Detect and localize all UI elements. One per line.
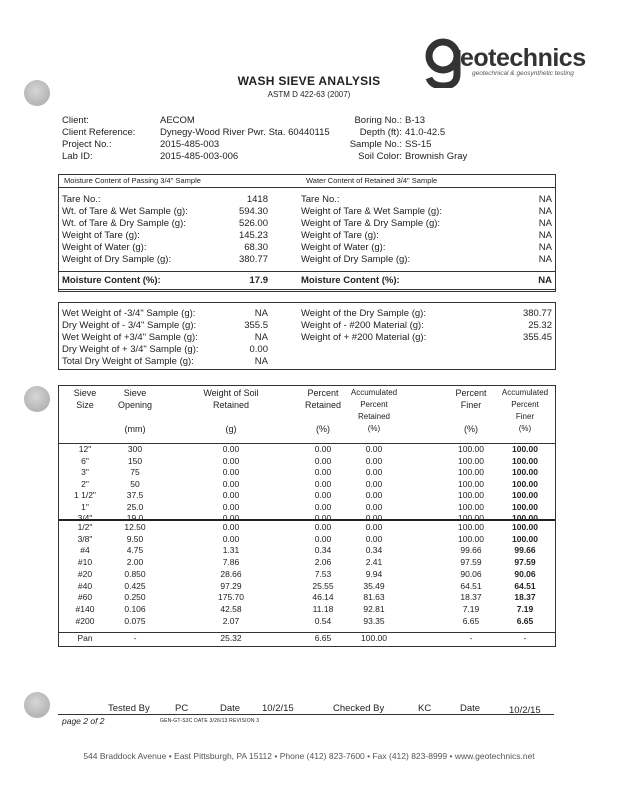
boring-value: B-13	[405, 115, 426, 126]
moisture-left-label: Wt. of Tare & Dry Sample (g):	[62, 218, 186, 229]
sieve-cell: 0.00	[314, 467, 332, 477]
sieve-cell: 100.00	[512, 455, 538, 466]
sieve-cell: 0.54	[314, 615, 332, 626]
sieve-cell: 6.65	[462, 615, 480, 626]
date-2-value: 10/2/15	[509, 705, 541, 716]
sieve-cell: 0.00	[222, 522, 240, 532]
sieve-cell: 100.00	[512, 533, 538, 544]
footer-address: 544 Braddock Avenue • East Pittsburgh, PA 15112 • Phone (412) 823-7600 • Fax (412) 823-8999 • www.geotechnics.net	[83, 751, 535, 761]
moisture-left-label: Wt. of Tare & Wet Sample (g):	[62, 206, 188, 217]
sieve-cell: 100.00	[458, 444, 484, 454]
header-acc-ret: (%)	[367, 424, 381, 433]
pan-cell: 100.00	[361, 633, 387, 643]
moisture-left-label: Weight of Dry Sample (g):	[62, 254, 172, 265]
sieve-cell: 0.00	[314, 522, 332, 532]
weight-left-label: Wet Weight of +3/4" Sample (g):	[62, 332, 198, 343]
sieve-cell: 100.00	[458, 467, 484, 477]
client-reference-label: Client Reference:	[62, 127, 136, 138]
sieve-cell: 0.850	[124, 568, 146, 579]
sieve-cell: 0.250	[124, 592, 146, 603]
sieve-cell: 9.50	[126, 533, 144, 544]
moisture-right-value: NA	[538, 242, 552, 253]
weight-right-value: 25.32	[528, 320, 552, 331]
sieve-cell: 0.00	[222, 444, 240, 454]
header-acc-finer: Finer	[515, 412, 535, 421]
sieve-cell: 7.19	[462, 603, 480, 614]
depth-label: Depth (ft):	[359, 127, 402, 138]
revision-note: GEN-GT-S3C DATE 3/26/13 REVISION 3	[160, 718, 260, 724]
sieve-cell: #60	[77, 592, 93, 603]
header-acc-ret: Percent	[360, 400, 388, 409]
header-retained: (g)	[225, 424, 237, 434]
sieve-cell: 25.55	[312, 580, 334, 591]
moisture-right-label: Weight of Water (g):	[301, 242, 386, 253]
sieve-cell: 92.81	[363, 603, 385, 614]
sieve-cell: 100.00	[458, 478, 484, 489]
sieve-cell: 0.075	[124, 615, 146, 626]
sieve-cell: 0.00	[222, 513, 240, 523]
sieve-cell: 97.59	[514, 557, 536, 568]
sieve-cell: 0.00	[222, 490, 240, 500]
sieve-cell: 25.0	[126, 501, 144, 512]
header-acc-finer: Accumulated	[501, 388, 549, 397]
date-2-label: Date	[460, 703, 481, 714]
sieve-cell: 100.00	[512, 478, 538, 489]
sieve-cell: #20	[77, 568, 93, 579]
sieve-cell: 100.00	[512, 444, 538, 454]
sieve-cell: 0.00	[314, 478, 332, 489]
header-acc-finer: (%)	[518, 424, 532, 433]
pan-cell: 6.65	[314, 633, 332, 643]
sieve-cell: #200	[75, 615, 95, 626]
sieve-cell: 3/8"	[77, 533, 93, 544]
header-retained: Retained	[212, 400, 250, 410]
moisture-left-value: 594.30	[238, 206, 268, 217]
header-acc-finer: Percent	[511, 400, 539, 409]
moisture-left-value: 145.23	[238, 230, 268, 241]
moisture-left-label: Weight of Tare (g):	[62, 230, 140, 241]
moisture-left-value: 1418	[246, 194, 268, 205]
pan-cell: Pan	[77, 633, 93, 643]
sieve-cell: 0.00	[365, 478, 383, 489]
moisture-right-value: NA	[538, 218, 552, 229]
sieve-cell: 0.106	[124, 603, 146, 614]
sieve-cell: 37.5	[126, 490, 144, 500]
moisture-right-label: Weight of Dry Sample (g):	[301, 254, 411, 265]
sieve-cell: 0.00	[365, 467, 383, 477]
sieve-cell: 100.00	[512, 490, 538, 500]
moisture-left-label: Weight of Water (g):	[62, 242, 147, 253]
moisture-right-label: Weight of Tare & Wet Sample (g):	[301, 206, 442, 217]
client-value: AECOM	[160, 115, 195, 126]
sieve-cell: 12.50	[124, 522, 146, 532]
pan-cell: 25.32	[220, 633, 242, 643]
sieve-cell: 100.00	[458, 501, 484, 512]
moisture-right-value: NA	[538, 254, 552, 265]
sieve-cell: 19.0	[126, 513, 144, 523]
header-acc-ret: Accumulated	[350, 388, 398, 397]
client-label: Client:	[62, 115, 89, 126]
header-opening: Opening	[117, 400, 153, 410]
sieve-cell: 46.14	[312, 592, 334, 603]
sieve-cell: 18.37	[514, 592, 536, 603]
sieve-cell: 6"	[81, 455, 89, 466]
moisture-right-label: Weight of Tare & Dry Sample (g):	[301, 218, 441, 229]
sieve-cell: 100.00	[512, 522, 538, 532]
pan-cell: -	[523, 633, 527, 643]
weight-left-value: 355.5	[244, 320, 268, 331]
sieve-cell: 1 1/2"	[74, 490, 96, 500]
moisture-right-value: NA	[538, 206, 552, 217]
sieve-cell: 0.00	[365, 513, 383, 523]
sieve-cell: 175.70	[218, 592, 244, 603]
header-opening: (mm)	[124, 424, 146, 434]
sieve-cell: 99.66	[514, 545, 536, 556]
moisture-right-label: Weight of Tare (g):	[301, 230, 379, 241]
sieve-cell: #10	[77, 557, 93, 568]
depth-value: 41.0-42.5	[405, 127, 446, 138]
weight-right-value: 380.77	[522, 308, 552, 319]
project-label: Project No.:	[62, 139, 112, 150]
page-number: page 2 of 2	[62, 716, 105, 726]
sieve-cell: 0.00	[365, 490, 383, 500]
sieve-cell: 50	[130, 478, 140, 489]
header-pct-ret: Retained	[304, 400, 342, 410]
sieve-cell: 2"	[81, 478, 89, 489]
sieve-cell: 2.06	[314, 557, 332, 568]
moisture-left-value: 68.30	[244, 242, 268, 253]
weight-right-label: Weight of - #200 Material (g):	[301, 320, 424, 331]
header-size: Sieve	[73, 388, 97, 398]
sieve-cell: 18.37	[460, 592, 482, 603]
header-pct-ret: Percent	[307, 388, 339, 398]
sieve-cell: 100.00	[458, 513, 484, 523]
sieve-cell: 1/2"	[77, 522, 93, 532]
sieve-cell: 6.65	[516, 615, 534, 626]
sieve-cell: 2.41	[365, 557, 383, 568]
sieve-cell: 0.00	[314, 444, 332, 454]
moisture-left-header: Moisture Content of Passing 3/4" Sample	[64, 176, 201, 185]
sieve-cell: 64.51	[514, 580, 536, 591]
sieve-cell: 7.19	[516, 603, 534, 614]
page-title: WASH SIEVE ANALYSIS	[237, 74, 381, 88]
moisture-content-right-value: NA	[538, 275, 552, 286]
signoff-rule	[58, 714, 554, 715]
logo-wordmark: eotechnics	[460, 44, 586, 72]
sieve-cell: 7.53	[314, 568, 332, 579]
sieve-cell: 0.34	[314, 545, 332, 556]
sieve-cell: 0.00	[365, 444, 383, 454]
sieve-cell: 90.06	[514, 568, 536, 579]
moisture-right-value: NA	[538, 194, 552, 205]
sieve-cell: 0.00	[222, 467, 240, 477]
sieve-cell: 42.58	[220, 603, 242, 614]
sieve-cell: 2.00	[126, 557, 144, 568]
header-finer: Finer	[460, 400, 482, 410]
sieve-cell: 1"	[81, 501, 89, 512]
weight-left-label: Dry Weight of - 3/4" Sample (g):	[62, 320, 197, 331]
sieve-cell: 100.00	[512, 501, 538, 512]
sieve-cell: 3"	[81, 467, 89, 477]
sieve-cell: 100.00	[458, 522, 484, 532]
test-standard: ASTM D 422-63 (2007)	[267, 90, 351, 99]
sieve-cell: 0.00	[314, 455, 332, 466]
weight-right-label: Weight of + #200 Material (g):	[301, 332, 427, 343]
weight-left-value: NA	[254, 308, 268, 319]
header-acc-ret: Retained	[357, 412, 391, 421]
moisture-content-right-label: Moisture Content (%):	[301, 275, 400, 286]
moisture-content-left-label: Moisture Content (%):	[62, 275, 161, 286]
sieve-cell: 0.00	[222, 533, 240, 544]
sieve-cell: 0.00	[314, 533, 332, 544]
sieve-cell: 99.66	[460, 545, 482, 556]
sieve-cell: 150	[127, 455, 143, 466]
soil-color-value: Brownish Gray	[405, 151, 468, 162]
weight-left-label: Dry Weight of + 3/4" Sample (g):	[62, 344, 199, 355]
sieve-cell: 4.75	[126, 545, 144, 556]
sieve-cell: 93.35	[363, 615, 385, 626]
sieve-cell: 0.00	[222, 501, 240, 512]
sieve-cell: 90.06	[460, 568, 482, 579]
sieve-cell: 81.63	[363, 592, 385, 603]
sieve-cell: 100.00	[512, 513, 538, 523]
sieve-cell: #140	[75, 603, 95, 614]
client-reference-value: Dynegy-Wood River Pwr. Sta. 60440115	[160, 127, 330, 138]
sieve-cell: 64.51	[460, 580, 482, 591]
boring-label: Boring No.:	[354, 115, 402, 126]
sample-no-label: Sample No.:	[349, 139, 402, 150]
weight-right-label: Weight of the Dry Sample (g):	[301, 308, 426, 319]
header-finer: Percent	[455, 388, 487, 398]
pan-cell: -	[469, 633, 473, 643]
weight-left-label: Wet Weight of -3/4" Sample (g):	[62, 308, 196, 319]
sieve-cell: 0.00	[222, 455, 240, 466]
sieve-cell: 0.00	[222, 478, 240, 489]
header-pct-ret: (%)	[316, 424, 330, 434]
sieve-cell: 7.86	[222, 557, 240, 568]
binder-hole-bottom	[24, 692, 50, 718]
weight-left-label: Total Dry Weight of Sample (g):	[62, 356, 194, 367]
tested-by-value: PC	[175, 703, 189, 714]
weight-right-value: 355.45	[522, 332, 552, 343]
sieve-cell: #40	[77, 580, 93, 591]
header-retained: Weight of Soil	[203, 388, 259, 398]
sieve-cell: 97.59	[460, 557, 482, 568]
sieve-cell: 35.49	[363, 580, 385, 591]
tested-by-label: Tested By	[108, 703, 150, 714]
soil-color-label: Soil Color:	[358, 151, 402, 162]
lab-id-value: 2015-485-003-006	[160, 151, 239, 162]
sieve-cell: 0.00	[365, 455, 383, 466]
moisture-left-value: 380.77	[238, 254, 268, 265]
header-finer: (%)	[464, 424, 478, 434]
weight-left-value: NA	[254, 356, 268, 367]
sieve-cell: 100.00	[458, 455, 484, 466]
moisture-content-left-value: 17.9	[249, 275, 268, 286]
sieve-cell: 9.94	[365, 568, 383, 579]
date-1-label: Date	[220, 703, 241, 714]
sieve-cell: 0.00	[314, 490, 332, 500]
moisture-left-label: Tare No.:	[62, 194, 101, 205]
moisture-right-label: Tare No.:	[301, 194, 340, 205]
sieve-cell: 100.00	[458, 490, 484, 500]
sieve-cell: 2.07	[222, 615, 240, 626]
sieve-cell: 300	[127, 444, 143, 454]
date-1-value: 10/2/15	[262, 703, 294, 714]
sieve-cell: 28.66	[220, 568, 242, 579]
sieve-cell: 0.00	[314, 501, 332, 512]
sieve-cell: 0.00	[365, 501, 383, 512]
sieve-cell: 0.34	[365, 545, 383, 556]
sieve-cell: 1.31	[222, 545, 240, 556]
sieve-cell: 0.00	[314, 513, 332, 523]
sample-no-value: SS-15	[405, 139, 432, 150]
sieve-cell: 11.18	[312, 603, 334, 614]
checked-by-label: Checked By	[333, 703, 385, 714]
checked-by-value: KC	[418, 703, 432, 714]
sieve-cell: 12"	[78, 444, 92, 454]
sieve-cell: 100.00	[512, 467, 538, 477]
weight-left-value: 0.00	[249, 344, 268, 355]
moisture-left-value: 526.00	[238, 218, 268, 229]
sieve-cell: 97.29	[220, 580, 242, 591]
header-size: Size	[76, 400, 94, 410]
project-value: 2015-485-003	[160, 139, 220, 150]
sieve-cell: 100.00	[458, 533, 484, 544]
sieve-cell: #4	[80, 545, 90, 556]
moisture-right-value: NA	[538, 230, 552, 241]
pan-cell: -	[133, 633, 137, 643]
lab-id-label: Lab ID:	[62, 151, 93, 162]
sieve-cell: 3/4"	[77, 513, 93, 523]
header-opening: Sieve	[123, 388, 147, 398]
sieve-cell: 0.00	[365, 533, 383, 544]
sieve-cell: 0.00	[365, 522, 383, 532]
logo-tagline: geotechnical & geosynthetic testing	[472, 70, 574, 77]
moisture-right-header: Water Content of Retained 3/4" Sample	[306, 176, 438, 185]
sieve-cell: 75	[130, 467, 140, 477]
weight-left-value: NA	[254, 332, 268, 343]
sieve-cell: 0.425	[124, 580, 146, 591]
